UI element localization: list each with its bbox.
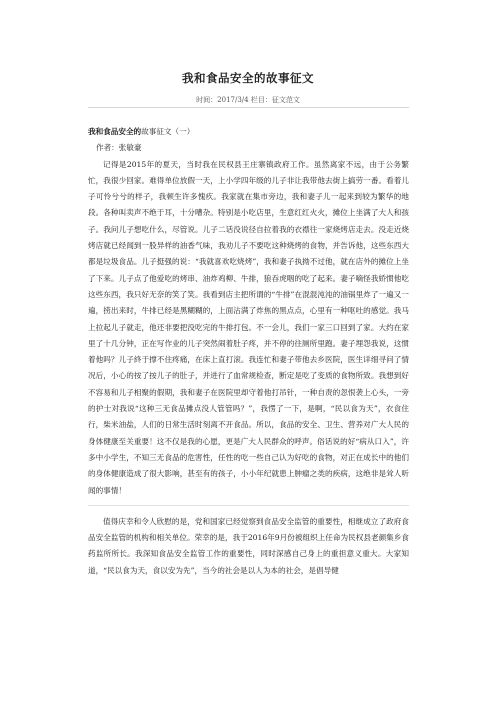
document-title: 我和食品安全的故事征文 [182,71,314,85]
article-paragraph-1: 记得是2015年的夏天，当时我在民权县王庄寨镇政府工作。虽然离家不远，由于公务繁忙，我很少回家。难得单位放假一天，上小学四年级的儿子非让我带他去街上搞劳一番。看着儿子可怜兮兮的样子，我顿生许多愧疚。我家就在集市旁边，我和妻子儿一起来到较为繁华的地段。各种叫卖声不绝于耳，十分嘈杂。特别是小吃店里，生意红红火火，摊位上坐满了大人和孩子。我问儿子想吃什么，尽管说。儿子二话没说径自拉着我的衣襟往一家烧烤店走去。没走近烧烤店就已经闻到一股异样的油香气味，我劝儿子不要吃这种烧烤的食物，并告诉他，这些东西大都是垃圾食品。儿子挺强的说：“我就喜欢吃烧烤”，我和妻子执拗不过他，就在店外的摊位上坐了下来。儿子点了他爱吃的烤串、油炸鸡柳、牛排，狼吞虎咽的吃了起来。妻子嘀怪我娇惯他吃这些东西，我只好无奈的笑了笑。我看到店主把所谓的“牛排”在混混沌沌的油锅里炸了一遍又一遍，捞出来时，牛排已经是黑糊糊的，上面沾满了炸焦的黑点点，心里有一种呕吐的感觉。我马上拉起儿子就走，他还非要把没吃完的牛排打包。不一会儿，我们一家三口回到了家。大约在家里了十几分钟，正在写作业的儿子突然闹着肚子疼，并不停的往厕所里跑。妻子埋怨我说，这惯着他吗？儿子終于撑不住疼痛，在床上直打滚。我连忙和妻子带他去乡医院，医生详细寻问了情况后，小心的按了按儿子的肚子，并进行了血常规检查，断定是吃了变质的食物所致。我想到好不容易和儿子相聚的假期，我和妻子在医院里却守着他打吊针，一种自责的忽恨袭上心头，一旁的护士对我说“这种三无食品摊点没人管管吗？”，我愣了一下，是啊，“民以食为天”，衣食住行，柴米油盐，人们的日常生活时刻离不开食品。所以，食品的安全、卫生、营养对广大人民的身体健康至关重要！这不仅是我的心愿，更是广大人民群众的呼声。俗话说的好“病从口入”，许多中小学生，不知三无食品的危害性，任性的吃一些自己认为好吃的食物，对正在成长中的他们的身体健康造成了很大影响，甚至有的孩子，小小年纪就患上肿瘤之类的疾病，这绝非是耸人听闻的事情！ [88,159,409,495]
article-subtitle-rest: 故事征文（一） [141,127,195,136]
article-paragraph-2: 值得庆幸和令人欣慰的是，党和国家已经觉察到食品安全监管的重要性，相继成立了政府食品安全监管的机构和相关单位。荣幸的是，我于2016年9月份被组织上任命为民权县老颜集乡食药监所所长。我深知食品安全监管工作的重要性，同时深感自己身上的重担意义重大。大家知道，“民以食为天，食以安为先”，当今的社会是以人为本的社会，是倡导健 [88,516,409,575]
section-divider [88,505,409,506]
article-body [88,124,409,579]
article-author: 作者：张敏豪 [96,143,142,153]
article-subtitle [88,124,409,140]
document-meta: 时间：2017/3/4 栏目：征文范文 [196,96,300,104]
article-subtitle-bold: 我和食品安全的 [88,127,142,136]
header-divider [88,107,409,108]
